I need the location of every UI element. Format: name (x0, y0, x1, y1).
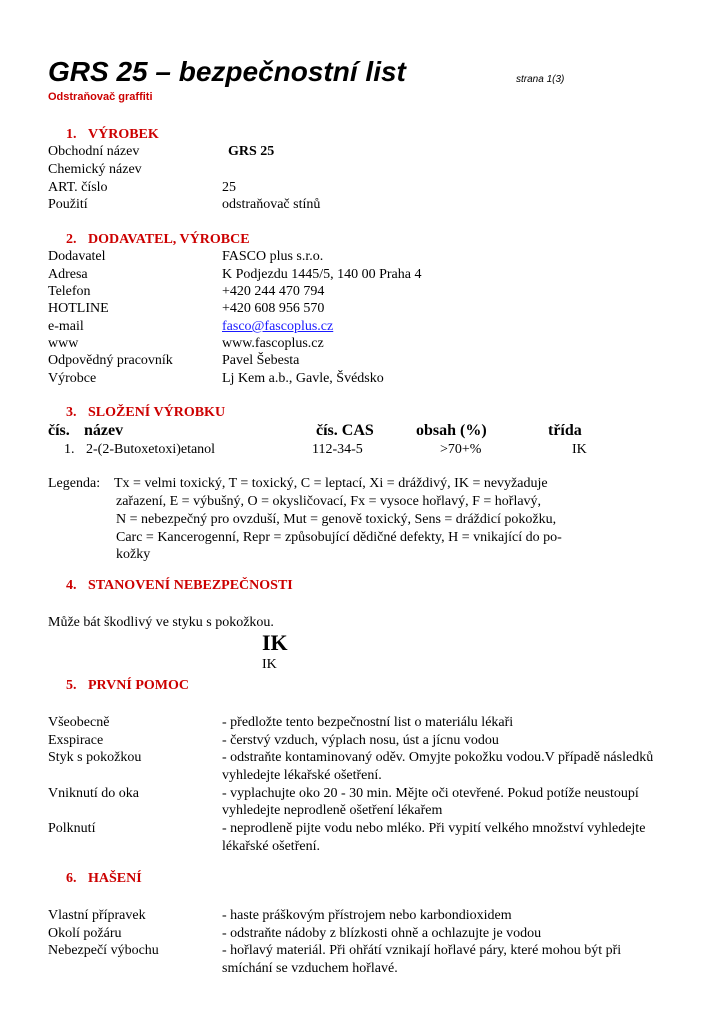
s2-label: www (48, 336, 79, 351)
s1-value: 25 (222, 180, 236, 195)
s1-label: Chemický název (48, 162, 142, 177)
hazard-symbol-caption: IK (262, 657, 277, 672)
col-header-class: třída (548, 422, 582, 439)
legend-line: Carc = Kancerogenní, Repr = způsobující dědičné defekty, H = vnikající do po- (116, 530, 562, 545)
s1-label: ART. číslo (48, 180, 108, 195)
product-subtitle: Odstraňovač graffiti (48, 91, 153, 103)
s6-text: - hořlavý materiál. Při ohřátí vznikají hořlavé páry, které mohou být při (222, 943, 622, 958)
col-header-num: čís. (48, 422, 70, 439)
legend-line: zařazení, E = výbušný, O = okysličovací, Fx = vysoce hořlavý, F = hořlavý, (116, 494, 542, 509)
section-title: STANOVENÍ NEBEZPEČNOSTI (88, 578, 293, 593)
cell-cas: 112-34-5 (312, 442, 363, 457)
section-3-heading (66, 404, 225, 422)
s1-label: Použití (48, 197, 88, 212)
cell-num: 1. (64, 442, 75, 457)
section-number: 6. (66, 871, 77, 886)
s2-value: www.fascoplus.cz (222, 336, 324, 351)
s5-label: Vniknutí do oka (48, 786, 139, 801)
section-title: PRVNÍ POMOC (88, 678, 189, 693)
s6-label: Okolí požáru (48, 926, 122, 941)
legend-line: kožky (116, 547, 151, 562)
section-5-heading (66, 677, 189, 695)
cell-name: 2-(2-Butoxetoxi)etanol (86, 442, 216, 457)
s5-text: vyhledejte neprodleně ošetření lékařem (222, 803, 443, 818)
s2-label: Odpovědný pracovník (48, 353, 173, 368)
s1-label: Obchodní název (48, 144, 140, 159)
s2-value: +420 244 470 794 (222, 284, 325, 299)
s2-value: Pavel Šebesta (222, 353, 300, 368)
section-number: 3. (66, 405, 77, 420)
s1-value: GRS 25 (228, 144, 275, 159)
hazard-text: Může bát škodlivý ve styku s pokožkou. (48, 615, 274, 630)
section-title: DODAVATEL, VÝROBCE (88, 232, 250, 247)
col-header-content: obsah (%) (416, 422, 487, 439)
section-4-heading (66, 577, 293, 595)
s2-label: Adresa (48, 267, 88, 282)
s5-text: - odstraňte kontaminovaný oděv. Omyjte pokožku vodou.V případě následků (222, 750, 654, 765)
section-2-heading (66, 231, 250, 249)
section-number: 1. (66, 127, 77, 142)
s5-text: - čerstvý vzduch, výplach nosu, úst a jícnu vodou (222, 733, 499, 748)
section-1-heading (66, 126, 159, 144)
s5-text: lékařské ošetření. (222, 839, 320, 854)
s6-text: - haste práškovým přístrojem nebo karbondioxidem (222, 908, 512, 923)
s5-label: Všeobecně (48, 715, 110, 730)
legend-label: Legenda: (48, 476, 101, 491)
hazard-symbol: IK (262, 630, 288, 655)
col-header-name: název (84, 422, 124, 439)
s6-text: smíchání se vzduchem hořlavé. (222, 961, 398, 976)
email-link[interactable]: fasco@fascoplus.cz (222, 319, 334, 334)
s2-value: FASCO plus s.r.o. (222, 249, 324, 264)
s5-text: - neprodleně pijte vodu nebo mléko. Při vypití velkého množství vyhledejte (222, 821, 646, 836)
section-title: SLOŽENÍ VÝROBKU (88, 405, 226, 420)
s5-text: - předložte tento bezpečnostní list o materiálu lékaři (222, 715, 514, 730)
s2-label: Dodavatel (48, 249, 106, 264)
s2-value: K Podjezdu 1445/5, 140 00 Praha 4 (222, 267, 422, 282)
page-title: GRS 25 – bezpečnostní list (48, 56, 406, 87)
col-header-cas: čís. CAS (316, 422, 374, 439)
s5-label: Exspirace (48, 733, 104, 748)
s2-value: +420 608 956 570 (222, 301, 325, 316)
section-number: 5. (66, 678, 77, 693)
s5-label: Polknutí (48, 821, 96, 836)
page-number: strana 1(3) (516, 74, 565, 85)
s1-value: odstraňovač stínů (222, 197, 321, 212)
s2-label: Telefon (48, 284, 91, 299)
section-6-heading (66, 870, 142, 888)
s5-label: Styk s pokožkou (48, 750, 142, 765)
section-title: HAŠENÍ (88, 871, 142, 886)
s5-text: - vyplachujte oko 20 - 30 min. Mějte oči otevřené. Pokud potíže neustoupí (222, 786, 639, 801)
s6-text: - odstraňte nádoby z blízkosti ohně a ochlazujte je vodou (222, 926, 542, 941)
s2-label: Výrobce (48, 371, 97, 386)
s2-value: Lj Kem a.b., Gavle, Švédsko (222, 371, 384, 386)
legend-line: N = nebezpečný pro ovzduší, Mut = genově toxický, Sens = dráždicí pokožku, (116, 512, 557, 527)
s5-text: vyhledejte lékařské ošetření. (222, 768, 382, 783)
s2-label: HOTLINE (48, 301, 109, 316)
s6-label: Vlastní přípravek (48, 908, 146, 923)
s6-label: Nebezpečí výbochu (48, 943, 159, 958)
s2-label: e-mail (48, 319, 84, 334)
section-number: 2. (66, 232, 77, 247)
cell-content: >70+% (440, 442, 482, 457)
cell-class: IK (572, 442, 587, 457)
legend-line: Tx = velmi toxický, T = toxický, C = leptací, Xi = dráždivý, IK = nevyžaduje (114, 476, 548, 491)
section-number: 4. (66, 578, 77, 593)
section-title: VÝROBEK (88, 127, 159, 142)
